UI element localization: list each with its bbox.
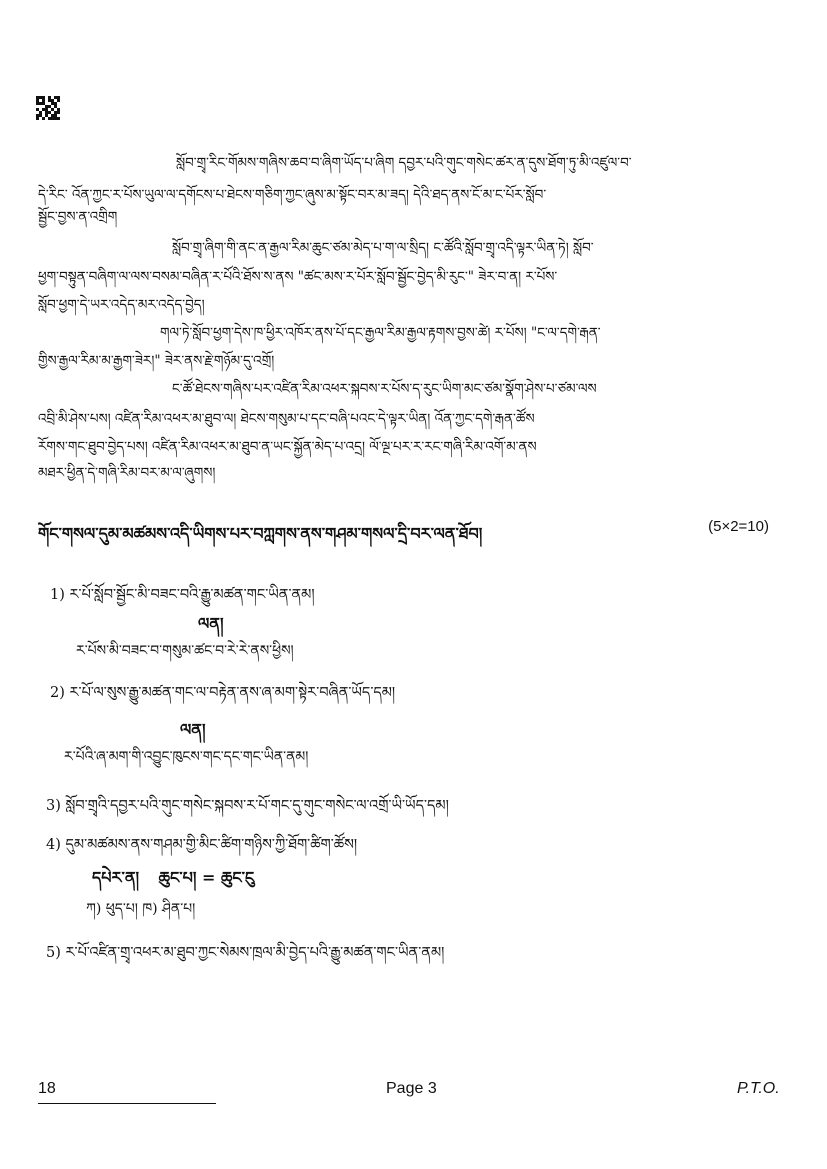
passage-line: སློབ་གྲྭ་ཞིག་གི་ནང་ན་རྒྱལ་རིམ་ཆུང་ཙམ་མེད་པ་ག་ལ་སྲིད། ང་ཚོའི་སློབ་གྲྭ་འདི་ལྟར་ཡིན་ཏེ། སློབ་: [172, 240, 594, 256]
qr-code-icon: [36, 96, 60, 120]
answer-label: ལན།: [180, 720, 206, 739]
pto-label: P.T.O.: [737, 1080, 780, 1097]
question-3: [46, 789, 449, 830]
answer-2: ར་པོའི་ཞ་མག་གི་འབྱུང་ཁུངས་གང་དང་གང་ཡིན་ནམ།: [64, 749, 309, 765]
example-label: དཔེར་ན།: [92, 868, 140, 887]
passage-line: གལ་ཏེ་སློབ་ཕྱག་དེས་ཁ་ཕྱིར་འཁོར་ནས་པོ་དང་རྒྱལ་རིམ་རྒྱལ་རྟགས་བྱས་ཚེ། ར་པོས། "ང་ལ་དགེ་རྒན་: [160, 325, 601, 341]
passage-line: སློབ་ཕྱག་དེ་ཡར་འདེད་མར་འདེད་བྱེད།: [38, 297, 205, 313]
passage-line: རོགས་གང་ཐུབ་བྱེད་པས། འཛིན་རིམ་འཕར་མ་ཐུབ་ན་ཡང་སྐྱོན་མེད་པ་འདྲ། ལོ་ལྔ་པར་ར་རང་གཞི་རིམ་འགོ་མ་ནས: [38, 439, 537, 455]
question-text: དུམ་མཚམས་ནས་གཤམ་གྱི་མིང་ཚིག་གཉིས་ཀྱི་ཐོག་ཚིག་ཚོས།: [65, 837, 358, 853]
passage-line: མཐར་ཕྱིན་དེ་གཞི་རིམ་བར་མ་ལ་ཞུགས།: [38, 465, 216, 481]
passage-line: འབྲི་མི་ཤེས་པས། འཛིན་རིམ་འཕར་མ་ཐུབ་ལ། ཐེངས་གསུམ་པ་དང་བཞི་པའང་དེ་ལྟར་ཡིན། འོན་ཀྱང་དགེ་རྒན་ཚོས: [38, 411, 535, 427]
marks-label: (5×2=10): [708, 518, 769, 535]
question-number: 4): [46, 837, 61, 853]
page-number: Page 3: [386, 1080, 437, 1097]
question-number: 5): [46, 945, 61, 961]
question-5: [46, 936, 444, 977]
question-text: ར་པོ་ལ་སུས་རྒྱུ་མཚན་གང་ལ་བརྟེན་ནས་ཞ་མག་སྟེར་བཞིན་ཡོད་དམ།: [69, 685, 396, 701]
passage-line: ཕྱག་བསྟུན་བཞིག་ལ་ལས་བསམ་བཞིན་ར་པོའི་ཐོས་ས་ནས "ཚང་མས་ར་པོར་སློབ་སྦྱོང་བྱེད་མི་རུང་" ཟེར་བ་ན། ར་པོས་: [38, 269, 558, 285]
passage-line: དེ་རིང་ འོན་ཀྱང་ར་པོས་ཡུལ་ལ་དགོངས་པ་ཐེངས་གཅིག་ཀྱང་ཞུས་མ་སྟོང་བར་མ་ཟད། དེའི་ཐད་ནས་ངོ་མ་ང་པོར་སློབ་: [38, 187, 547, 203]
footer-rule: [38, 1103, 216, 1104]
example-pair: ཆུང་པ། = ཆུང་ངུ: [158, 868, 255, 887]
answer-label: ལན།: [198, 614, 224, 633]
question-number: 1): [50, 587, 65, 603]
paper-code: 18: [38, 1080, 56, 1097]
passage-line: གྱིས་རྒྱལ་རིམ་མ་རྒྱག་ཟེར།" ཟེར་ནས་རྗེ་གཉོམ་དུ་འགྲོ།: [38, 353, 275, 369]
question-number: 2): [50, 685, 65, 701]
passage-line: ང་ཚོ་ཐེངས་གཞིས་པར་འཛིན་རིམ་འཕར་སྐབས་ར་པོས་ད་རུང་ཡིག་མང་ཙམ་སྣོག་ཤེས་པ་ཙམ་ལས: [172, 381, 597, 397]
question-2: [50, 676, 395, 717]
question-1: [50, 578, 315, 619]
example-options: ཀ) ཕུད་པ། ཁ) ཤིན་པ།: [86, 901, 196, 917]
question-text: སློབ་གྲྭའི་དབྱར་པའི་གུང་གསེང་སྐབས་ར་པོ་གང་དུ་གུང་གསེང་ལ་འགྲོ་ཡི་ཡོད་དམ།: [65, 798, 449, 814]
passage-line: སྦྱོང་བྱས་ན་འགྲིག: [38, 209, 118, 225]
passage-line: སློབ་གྲྭ་རིང་གོམས་གཞིས་ཆབ་བ་ཞིག་ཡོད་པ་ཞིག དབྱར་པའི་གུང་གསེང་ཚར་ན་དུས་ཐོག་ཏུ་མི་འཛུལ་བ་: [176, 155, 632, 171]
question-text: ར་པོ་སློབ་སྦྱོང་མི་བཟང་བའི་རྒྱུ་མཚན་གང་ཡིན་ནམ།: [69, 587, 315, 603]
answer-1: ར་པོས་མི་བཟང་བ་གསུམ་ཚང་བ་རེ་རེ་ནས་ཕྱིས།: [76, 643, 294, 659]
question-text: ར་པོ་འཛིན་གྲྭ་འཕར་མ་ཐུབ་ཀྱང་སེམས་ཁྲལ་མི་བྱེད་པའི་རྒྱུ་མཚན་གང་ཡིན་ནམ།: [65, 945, 445, 961]
question-number: 3): [46, 798, 61, 814]
section-instruction: གོང་གསལ་དུམ་མཚམས་འདི་ཡིགས་པར་བཀླགས་ནས་གཤམ་གསལ་དྲི་བར་ལན་ཐོབ།: [38, 524, 483, 543]
